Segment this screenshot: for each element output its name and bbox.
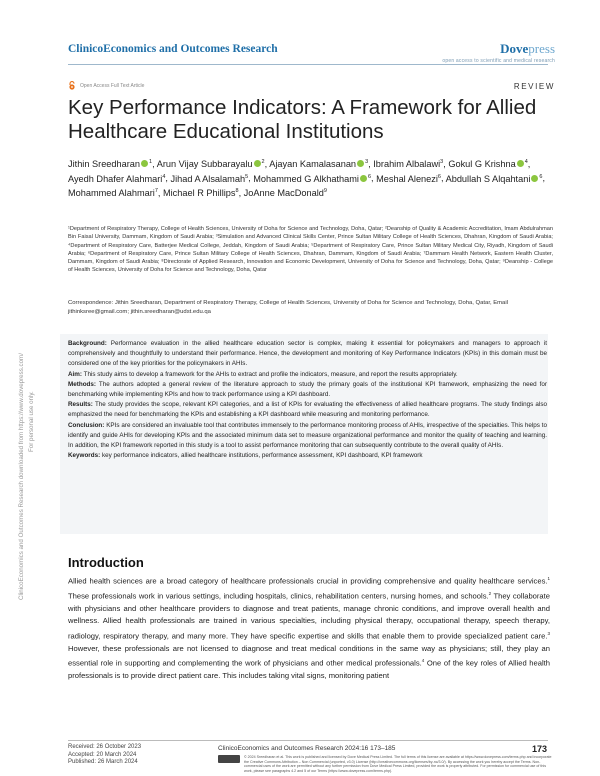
open-access-lock-icon [68,81,76,90]
publisher-logo[interactable] [500,41,555,57]
intro-text: Allied health sciences are a broad category of healthcare professionals crucial in providing comprehensive and quality healthcare services. [68,576,548,586]
publisher-tagline: open access to scientific and medical research [442,58,555,64]
side-watermark [14,190,74,610]
page-number: 173 [532,744,548,754]
author-affiliation-ref: 3 [365,159,369,165]
correspondence: Correspondence: Jithin Sreedharan, Department of Respiratory Therapy, College of Health Sciences, University of Doha for Science and Technology, Doha, Qatar, Email jithinksree@gmail.com; jithin.sreedharan@udst.edu.qa [68,300,508,315]
author-name: Ayedh Dhafer Alahmari [68,173,163,184]
author-name: Gokul G Krishna [448,159,516,170]
author-name: Mohammed Alahmari [68,188,155,198]
abstract-results [68,400,547,420]
author-name: JoAnne MacDonald [243,188,324,198]
intro-text: These professionals work in various settings, including hospitals, clinics, rehabilitation centers, nursing homes, and schools. [68,591,489,601]
intro-text: One of the key roles of Allied health professionals is to provide direct patient care. This includes taking vital signs, monitoring patient [68,658,550,681]
author-affiliation-ref: 3 [440,159,444,165]
author-affiliation-ref: 4 [162,173,166,180]
open-access-text: Open Access Full Text Article [80,82,145,89]
author[interactable] [269,159,368,169]
author-name: Meshal Alenezi [376,173,438,184]
orcid-icon[interactable] [141,160,148,167]
abstract-aim-text: This study aims to develop a framework for the AHIs to extract and profile the indicators, measure, and report the results appropriately. [83,370,458,378]
orcid-icon[interactable] [254,160,261,167]
open-access-label [68,81,144,90]
citation-ref[interactable]: 4 [421,658,425,664]
journal-citation: ClinicoEconomics and Outcomes Research 2024:16 173–185 [218,745,396,752]
publication-dates [68,744,141,767]
orcid-icon[interactable] [531,175,538,182]
introduction-body [68,573,550,683]
received-date: Received: 26 October 2023 [68,744,142,750]
journal-title: ClinicoEconomics and Outcomes Research [68,43,278,55]
author-name: Jihad A Alsalamah [170,173,246,184]
orcid-icon[interactable] [360,175,367,182]
abstract-methods [68,380,547,400]
author[interactable] [163,188,239,198]
accepted-date: Accepted: 20 March 2024 [68,751,137,758]
author[interactable] [446,174,543,184]
author[interactable] [448,159,527,169]
abstract-methods-label: Methods: [68,380,96,388]
abstract-background [68,339,547,370]
article-type: REVIEW [513,82,555,91]
introduction-heading: Introduction [68,555,144,570]
abstract-keywords-label: Keywords: [68,452,101,460]
author-affiliation-ref: 8 [235,187,239,194]
author-name: Arun Vijay Subbarayalu [156,159,253,170]
citation-ref[interactable]: 3 [547,630,550,636]
author-list: Jithin Sreedharan $^1$, Arun Vijay Subbarayalu $^2$, Ajayan Kamalasanan $^3$, Ibrahim Albalawi$^3$, Gokul G Krishna $^4$, Ayedh Dhafer Alahmari$^4$, Jihad A Alsalamah$^5$, Mohammed G Alkhathami $^6$, Meshal Alenezi$^6$, Abdullah S Alqahtani $^6$, Mohammed Alahmari$^7$, Michael R Phillips$^8$, JoAnne MacDonald$^9$ [68,159,545,198]
abstract-aim [68,370,547,380]
author-affiliation-ref: 6 [437,173,441,180]
abstract-conclusion [68,421,547,452]
article-title: Key Performance Indicators: A Framework for Allied Healthcare Educational Institutions [68,96,537,143]
author-affiliation-ref: 2 [261,159,265,165]
author-name: Abdullah S Alqahtani [445,173,531,184]
author-name: Ajayan Kamalasanan [269,159,357,170]
abstract-conclusion-text: KPIs are considered an invaluable tool that contributes immensely to the performance monitoring process of AHIs, irrespective of the specialties. This helps to identify and guide AHIs for developing KPIs and the associated minimum data set to measure organizational performance and monitor the quality of teaching and learning. In addition, the KPI framework reported in this study is a tool to assist performance monitoring that can subsequently contribute to the overall quality of AHIs. [68,421,548,450]
license-text: © 2024 Sreedharan et al. This work is published and licensed by Dove Medical Press Limited. The full terms of this license are available at https://www.dovepress.com/terms.php and incorporate the Creative Commons Attribution – Non Commercial (unported, v3.0) License (http://creativecommons.org/licenses/by-nc/3.0/). By accessing the work you hereby accept the Terms. Non-commercial uses of the work are permitted without any further permission from Dove Medical Press Limited, provided the work is properly attributed. For permission for commercial use of this work, please see paragraphs 4.2 and 5 of our Terms (https://www.dovepress.com/terms.php). [244,755,552,773]
license-block [218,755,553,773]
author[interactable] [170,174,248,184]
citation-ref[interactable]: 1 [547,576,550,581]
author-name: Jithin Sreedharan [68,159,141,170]
author-name: Mohammed G Alkhathami [253,173,359,184]
author[interactable] [68,159,152,169]
author-affiliation-ref: 7 [154,187,158,194]
watermark-line-2: For personal use only. [28,391,35,452]
intro-text: However, these professionals are not licensed to diagnose and treat medical conditions in the same way as physicians; still, they play an essential role in supporting and complementing the work of physicians and other medical professionals. [68,643,550,668]
author[interactable] [244,188,327,198]
author-affiliation-ref: 5 [245,173,249,180]
abstract-methods-text: The authors adopted a general review of the literature approach to study the primary goals of the institutional KPI framework, emphasizing the need for benchmarking while implementing KPIs and how to track performance using a KPI dashboard. [68,380,547,399]
abstract-keywords-text: key performance indicators, allied healthcare institutions, performance assessment, KPI dashboard, KPI framework [101,452,423,460]
abstract-keywords [68,451,547,461]
author-name: Michael R Phillips [162,188,236,198]
brand-accent: press [528,41,555,56]
abstract-background-label: Background: [68,340,107,347]
affiliations: ¹Department of Respiratory Therapy, College of Health Sciences, University of Doha for Science and Technology, Doha, Qatar; ²Deanship of Quality & Academic Accreditation, Imam Abdulrahman Bin Faisal University, Dammam, Kingdom of Saudi Arabia; ³Simulation and Advanced Clinical Skills Center, Prince Sultan Military College of Health Sciences, Dhahran, Kingdom of Saudi Arabia; ⁴Department of Respiratory Care, Batterjee Medical College, Jeddah, Kingdom of Saudi Arabia; ⁵Department of Respiratory Care, Prince Sultan Military Medical City, Riyadh, Kingdom of Saudi Arabia; ⁶Department of Respiratory Care, Prince Sultan Military College of Health Sciences, Dhahran, Dammam, Kingdom of Saudi Arabia; ⁷Dammam Health Network, Eastern Health Cluster, Dammam, Kingdom of Saudi Arabia; ⁸Directorate of Applied Research, Innovation and Economic Development, University of Doha for Science and Technology, Doha, Qatar; ⁹Deanship - College of Health Sciences, University of Doha for Science and Technology, Doha, Qatar [68,226,553,274]
abstract-aim-label: Aim: [68,370,82,378]
author-affiliation-ref: 1 [149,159,153,165]
author[interactable] [68,174,165,184]
author-name: Ibrahim Albalawi [373,159,441,170]
abstract-results-label: Results: [68,401,93,409]
brand-main: Dove [500,41,529,56]
author[interactable] [253,174,371,184]
abstract-background-text: Performance evaluation in the allied healthcare education sector is complex, making it essential for policymakers and managers to approach it comprehensively and thoughtfully to understand their performance. Hence, the development and monitoring of Key Performance Indicators (KPIs) in this domain must be considered one of the key priorities for the policymakers in AHIs. [68,340,548,368]
author-affiliation-ref: 6 [539,173,543,180]
citation-ref[interactable]: 2 [488,590,492,596]
watermark-line-1: ClinicoEconomics and Outcomes Research downloaded from https://www.dovepress.com/ [18,353,25,600]
author-affiliation-ref: 9 [323,187,327,194]
orcid-icon[interactable] [517,160,524,167]
footer-divider [68,740,548,741]
intro-text: They collaborate with physicians and other healthcare providers to diagnose and treat patients, manage chronic conditions, and improve overall health and wellness. Allied health professionals are trained in various specialties, including physical therapy, occupational therapy, speech therapy, radiology, respiratory therapy, and many more. They have specific expertise and skills that enable them to provide specialized patient care. [68,591,550,641]
author[interactable] [157,159,265,169]
abstract [68,339,547,461]
abstract-conclusion-label: Conclusion: [68,421,105,429]
header-divider [68,64,548,65]
author[interactable] [373,159,443,169]
creative-commons-icon[interactable] [218,755,240,763]
author[interactable] [68,188,158,198]
orcid-icon[interactable] [357,160,364,167]
author-affiliation-ref: 4 [524,159,528,165]
abstract-results-text: The study provides the scope, relevant KPI categories, and a list of KPIs for evaluating the effectiveness of allied healthcare programs. The study findings also emphasized the need for benchmarking the KPIs and establishing a KPI dashboard while measuring and monitoring performance. [68,401,547,419]
published-date: Published: 26 March 2024 [68,759,138,765]
author[interactable] [376,174,441,184]
author-affiliation-ref: 6 [367,173,371,180]
